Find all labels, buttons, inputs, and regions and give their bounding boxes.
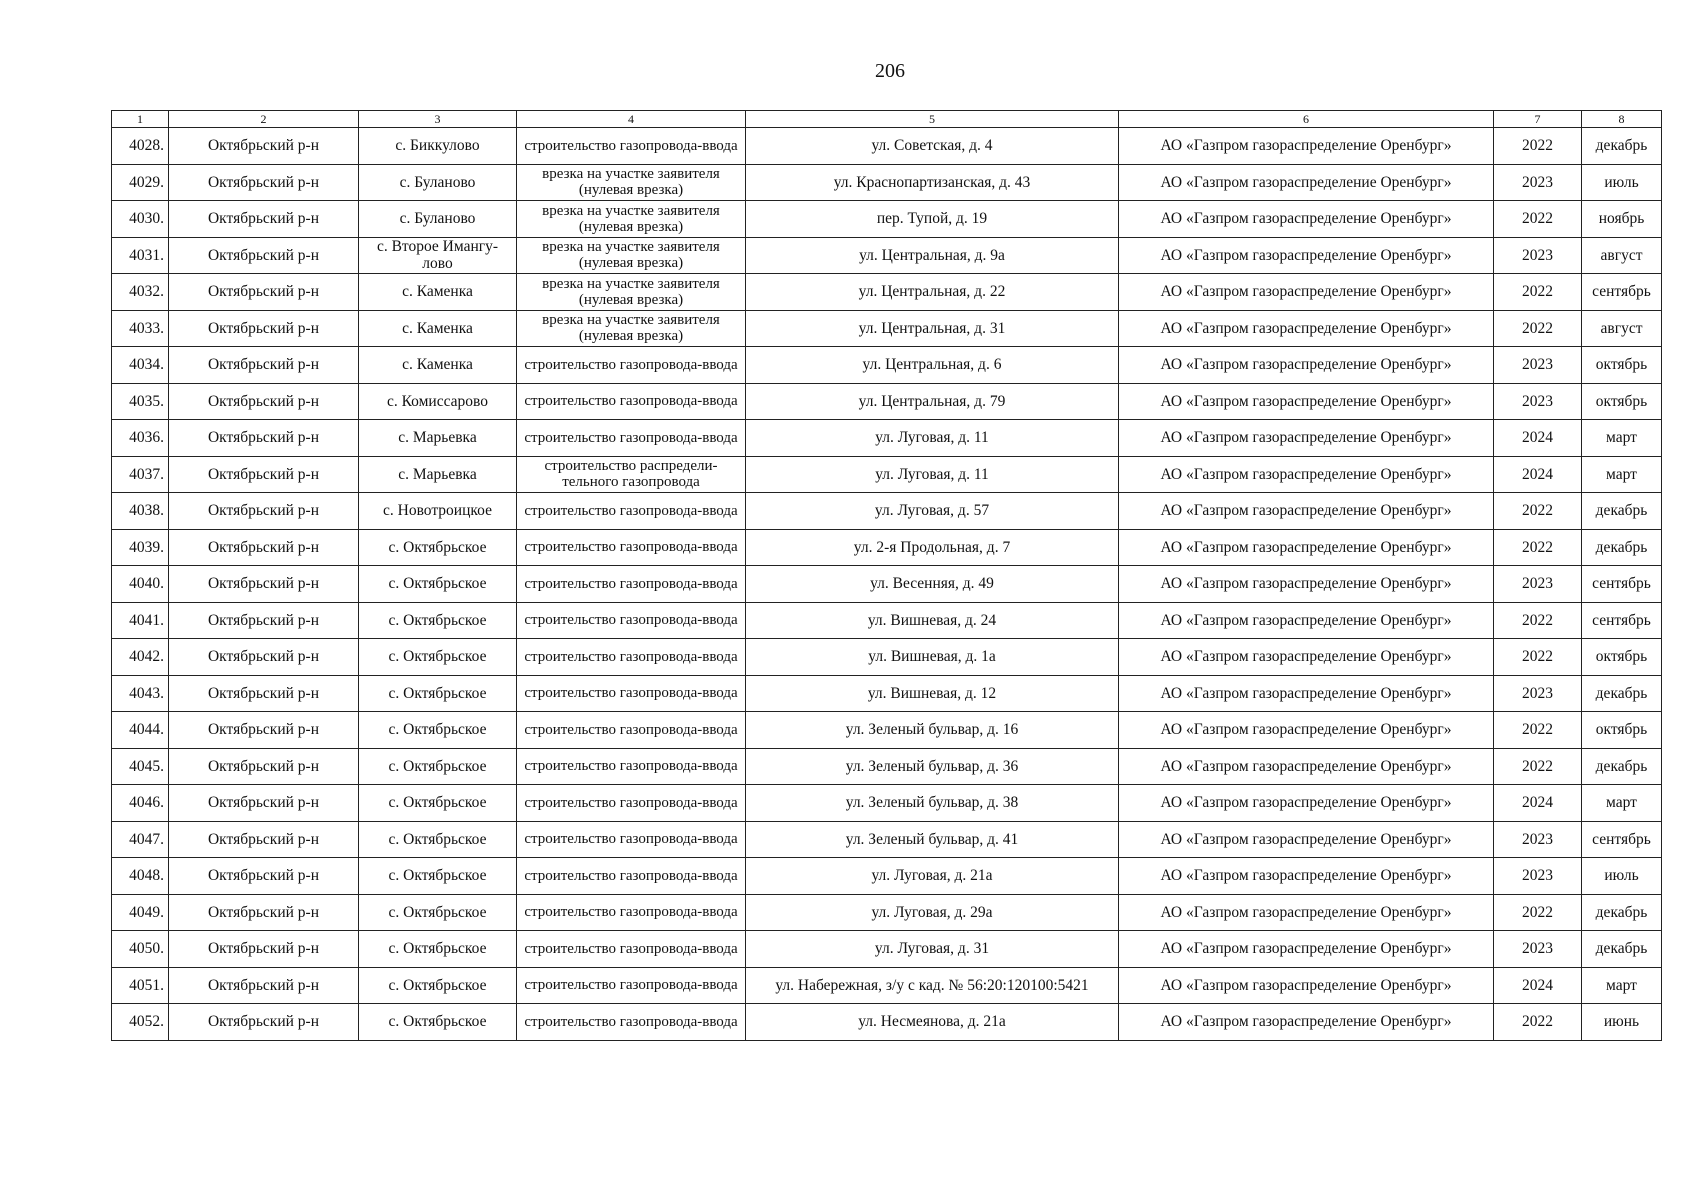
table-row xyxy=(112,128,1662,165)
district-cell: Октябрьский р-н xyxy=(169,712,359,749)
address-cell: ул. Весенняя, д. 49 xyxy=(746,566,1119,603)
year-cell: 2024 xyxy=(1494,420,1582,457)
row-number-cell: 4048. xyxy=(112,858,169,895)
month-cell: октябрь xyxy=(1582,347,1662,384)
organization-cell: АО «Газпром газораспределение Оренбург» xyxy=(1119,602,1494,639)
page-number: 206 xyxy=(875,60,905,82)
column-number-cell: 4 xyxy=(517,111,746,128)
address-cell: ул. Луговая, д. 11 xyxy=(746,456,1119,493)
year-cell: 2024 xyxy=(1494,456,1582,493)
organization-cell: АО «Газпром газораспределение Оренбург» xyxy=(1119,274,1494,311)
work-type-cell: строительство газопровода-ввода xyxy=(517,821,746,858)
settlement-cell: с. Октябрьское xyxy=(359,566,517,603)
organization-cell: АО «Газпром газораспределение Оренбург» xyxy=(1119,310,1494,347)
table-row xyxy=(112,347,1662,384)
address-cell: ул. Вишневая, д. 12 xyxy=(746,675,1119,712)
settlement-cell: с. Октябрьское xyxy=(359,931,517,968)
district-cell: Октябрьский р-н xyxy=(169,493,359,530)
month-cell: сентябрь xyxy=(1582,821,1662,858)
row-number-cell: 4036. xyxy=(112,420,169,457)
year-cell: 2022 xyxy=(1494,602,1582,639)
address-cell: ул. Луговая, д. 11 xyxy=(746,420,1119,457)
district-cell: Октябрьский р-н xyxy=(169,164,359,201)
organization-cell: АО «Газпром газораспределение Оренбург» xyxy=(1119,712,1494,749)
district-cell: Октябрьский р-н xyxy=(169,602,359,639)
table-row xyxy=(112,712,1662,749)
work-type-cell: строительство газопровода-ввода xyxy=(517,748,746,785)
month-cell: октябрь xyxy=(1582,639,1662,676)
month-cell: декабрь xyxy=(1582,529,1662,566)
work-type-cell: врезка на участке заявителя (нулевая врезка) xyxy=(517,164,746,201)
year-cell: 2022 xyxy=(1494,493,1582,530)
column-number-cell: 8 xyxy=(1582,111,1662,128)
settlement-cell: с. Буланово xyxy=(359,201,517,238)
month-cell: сентябрь xyxy=(1582,602,1662,639)
district-cell: Октябрьский р-н xyxy=(169,931,359,968)
month-cell: октябрь xyxy=(1582,383,1662,420)
row-number-cell: 4034. xyxy=(112,347,169,384)
settlement-cell: с. Каменка xyxy=(359,274,517,311)
organization-cell: АО «Газпром газораспределение Оренбург» xyxy=(1119,748,1494,785)
table-row xyxy=(112,201,1662,238)
work-type-cell: врезка на участке заявителя (нулевая врезка) xyxy=(517,274,746,311)
district-cell: Октябрьский р-н xyxy=(169,821,359,858)
organization-cell: АО «Газпром газораспределение Оренбург» xyxy=(1119,639,1494,676)
work-type-cell: строительство газопровода-ввода xyxy=(517,493,746,530)
month-cell: декабрь xyxy=(1582,128,1662,165)
year-cell: 2023 xyxy=(1494,237,1582,274)
work-type-cell: врезка на участке заявителя (нулевая врезка) xyxy=(517,201,746,238)
row-number-cell: 4045. xyxy=(112,748,169,785)
year-cell: 2024 xyxy=(1494,967,1582,1004)
year-cell: 2023 xyxy=(1494,383,1582,420)
settlement-cell: с. Новотроицкое xyxy=(359,493,517,530)
address-cell: ул. Зеленый бульвар, д. 36 xyxy=(746,748,1119,785)
organization-cell: АО «Газпром газораспределение Оренбург» xyxy=(1119,420,1494,457)
settlement-cell: с. Октябрьское xyxy=(359,967,517,1004)
district-cell: Октябрьский р-н xyxy=(169,456,359,493)
organization-cell: АО «Газпром газораспределение Оренбург» xyxy=(1119,347,1494,384)
address-cell: ул. Набережная, з/у с кад. № 56:20:120100:5421 xyxy=(746,967,1119,1004)
month-cell: март xyxy=(1582,967,1662,1004)
address-cell: ул. 2-я Продольная, д. 7 xyxy=(746,529,1119,566)
district-cell: Октябрьский р-н xyxy=(169,566,359,603)
year-cell: 2022 xyxy=(1494,274,1582,311)
address-cell: ул. Зеленый бульвар, д. 38 xyxy=(746,785,1119,822)
settlement-cell: с. Октябрьское xyxy=(359,529,517,566)
year-cell: 2023 xyxy=(1494,164,1582,201)
table-row xyxy=(112,1004,1662,1041)
row-number-cell: 4051. xyxy=(112,967,169,1004)
district-cell: Октябрьский р-н xyxy=(169,675,359,712)
year-cell: 2022 xyxy=(1494,310,1582,347)
table-row xyxy=(112,529,1662,566)
work-type-cell: строительство газопровода-ввода xyxy=(517,785,746,822)
year-cell: 2023 xyxy=(1494,931,1582,968)
district-cell: Октябрьский р-н xyxy=(169,858,359,895)
month-cell: декабрь xyxy=(1582,493,1662,530)
address-cell: ул. Советская, д. 4 xyxy=(746,128,1119,165)
row-number-cell: 4044. xyxy=(112,712,169,749)
work-type-cell: строительство газопровода-ввода xyxy=(517,858,746,895)
row-number-cell: 4052. xyxy=(112,1004,169,1041)
district-cell: Октябрьский р-н xyxy=(169,237,359,274)
table-row xyxy=(112,639,1662,676)
month-cell: август xyxy=(1582,237,1662,274)
month-cell: октябрь xyxy=(1582,712,1662,749)
address-cell: ул. Луговая, д. 29а xyxy=(746,894,1119,931)
organization-cell: АО «Газпром газораспределение Оренбург» xyxy=(1119,931,1494,968)
settlement-cell: с. Октябрьское xyxy=(359,1004,517,1041)
row-number-cell: 4033. xyxy=(112,310,169,347)
row-number-cell: 4046. xyxy=(112,785,169,822)
settlement-cell: с. Октябрьское xyxy=(359,785,517,822)
row-number-cell: 4028. xyxy=(112,128,169,165)
organization-cell: АО «Газпром газораспределение Оренбург» xyxy=(1119,164,1494,201)
month-cell: август xyxy=(1582,310,1662,347)
organization-cell: АО «Газпром газораспределение Оренбург» xyxy=(1119,821,1494,858)
table-row xyxy=(112,894,1662,931)
organization-cell: АО «Газпром газораспределение Оренбург» xyxy=(1119,858,1494,895)
settlement-cell: с. Октябрьское xyxy=(359,858,517,895)
organization-cell: АО «Газпром газораспределение Оренбург» xyxy=(1119,529,1494,566)
work-type-cell: строительство газопровода-ввода xyxy=(517,128,746,165)
table-row xyxy=(112,274,1662,311)
organization-cell: АО «Газпром газораспределение Оренбург» xyxy=(1119,201,1494,238)
row-number-cell: 4043. xyxy=(112,675,169,712)
organization-cell: АО «Газпром газораспределение Оренбург» xyxy=(1119,894,1494,931)
work-type-cell: строительство газопровода-ввода xyxy=(517,675,746,712)
district-cell: Октябрьский р-н xyxy=(169,420,359,457)
work-type-cell: строительство газопровода-ввода xyxy=(517,383,746,420)
address-cell: ул. Зеленый бульвар, д. 41 xyxy=(746,821,1119,858)
table-row xyxy=(112,821,1662,858)
address-cell: ул. Центральная, д. 31 xyxy=(746,310,1119,347)
district-cell: Октябрьский р-н xyxy=(169,310,359,347)
address-cell: ул. Вишневая, д. 24 xyxy=(746,602,1119,639)
settlement-cell: с. Буланово xyxy=(359,164,517,201)
row-number-cell: 4047. xyxy=(112,821,169,858)
year-cell: 2023 xyxy=(1494,858,1582,895)
district-cell: Октябрьский р-н xyxy=(169,1004,359,1041)
row-number-cell: 4038. xyxy=(112,493,169,530)
table-row xyxy=(112,493,1662,530)
organization-cell: АО «Газпром газораспределение Оренбург» xyxy=(1119,383,1494,420)
month-cell: март xyxy=(1582,456,1662,493)
table-row xyxy=(112,748,1662,785)
work-type-cell: строительство газопровода-ввода xyxy=(517,639,746,676)
settlement-cell: с. Марьевка xyxy=(359,420,517,457)
district-cell: Октябрьский р-н xyxy=(169,748,359,785)
year-cell: 2023 xyxy=(1494,675,1582,712)
organization-cell: АО «Газпром газораспределение Оренбург» xyxy=(1119,675,1494,712)
address-cell: ул. Центральная, д. 6 xyxy=(746,347,1119,384)
district-cell: Октябрьский р-н xyxy=(169,639,359,676)
table-row xyxy=(112,237,1662,274)
work-type-cell: строительство газопровода-ввода xyxy=(517,566,746,603)
settlement-cell: с. Второе Имангу-лово xyxy=(359,237,517,274)
column-number-row xyxy=(112,111,1662,128)
organization-cell: АО «Газпром газораспределение Оренбург» xyxy=(1119,967,1494,1004)
month-cell: июль xyxy=(1582,164,1662,201)
month-cell: декабрь xyxy=(1582,931,1662,968)
organization-cell: АО «Газпром газораспределение Оренбург» xyxy=(1119,237,1494,274)
table-row xyxy=(112,675,1662,712)
column-number-cell: 6 xyxy=(1119,111,1494,128)
work-type-cell: строительство газопровода-ввода xyxy=(517,712,746,749)
work-type-cell: строительство распредели-тельного газопровода xyxy=(517,456,746,493)
year-cell: 2022 xyxy=(1494,639,1582,676)
organization-cell: АО «Газпром газораспределение Оренбург» xyxy=(1119,493,1494,530)
row-number-cell: 4031. xyxy=(112,237,169,274)
table-row xyxy=(112,602,1662,639)
settlement-cell: с. Октябрьское xyxy=(359,602,517,639)
table-row xyxy=(112,967,1662,1004)
month-cell: декабрь xyxy=(1582,894,1662,931)
column-number-cell: 1 xyxy=(112,111,169,128)
organization-cell: АО «Газпром газораспределение Оренбург» xyxy=(1119,128,1494,165)
year-cell: 2022 xyxy=(1494,529,1582,566)
month-cell: июнь xyxy=(1582,1004,1662,1041)
row-number-cell: 4042. xyxy=(112,639,169,676)
year-cell: 2023 xyxy=(1494,821,1582,858)
district-cell: Октябрьский р-н xyxy=(169,274,359,311)
month-cell: сентябрь xyxy=(1582,274,1662,311)
district-cell: Октябрьский р-н xyxy=(169,347,359,384)
address-cell: ул. Центральная, д. 22 xyxy=(746,274,1119,311)
address-cell: ул. Вишневая, д. 1а xyxy=(746,639,1119,676)
row-number-cell: 4030. xyxy=(112,201,169,238)
work-type-cell: строительство газопровода-ввода xyxy=(517,894,746,931)
work-type-cell: врезка на участке заявителя (нулевая врезка) xyxy=(517,237,746,274)
address-cell: ул. Луговая, д. 57 xyxy=(746,493,1119,530)
address-cell: ул. Краснопартизанская, д. 43 xyxy=(746,164,1119,201)
table-row xyxy=(112,310,1662,347)
address-cell: ул. Зеленый бульвар, д. 16 xyxy=(746,712,1119,749)
district-cell: Октябрьский р-н xyxy=(169,894,359,931)
year-cell: 2022 xyxy=(1494,894,1582,931)
work-type-cell: строительство газопровода-ввода xyxy=(517,602,746,639)
settlement-cell: с. Каменка xyxy=(359,310,517,347)
data-table xyxy=(111,110,1662,1041)
address-cell: ул. Центральная, д. 9а xyxy=(746,237,1119,274)
organization-cell: АО «Газпром газораспределение Оренбург» xyxy=(1119,456,1494,493)
work-type-cell: врезка на участке заявителя (нулевая врезка) xyxy=(517,310,746,347)
work-type-cell: строительство газопровода-ввода xyxy=(517,931,746,968)
address-cell: ул. Центральная, д. 79 xyxy=(746,383,1119,420)
table-row xyxy=(112,931,1662,968)
row-number-cell: 4035. xyxy=(112,383,169,420)
row-number-cell: 4041. xyxy=(112,602,169,639)
settlement-cell: с. Каменка xyxy=(359,347,517,384)
column-number-cell: 2 xyxy=(169,111,359,128)
address-cell: ул. Луговая, д. 31 xyxy=(746,931,1119,968)
year-cell: 2024 xyxy=(1494,785,1582,822)
column-number-cell: 3 xyxy=(359,111,517,128)
row-number-cell: 4040. xyxy=(112,566,169,603)
table-row xyxy=(112,566,1662,603)
work-type-cell: строительство газопровода-ввода xyxy=(517,1004,746,1041)
settlement-cell: с. Октябрьское xyxy=(359,712,517,749)
year-cell: 2022 xyxy=(1494,1004,1582,1041)
year-cell: 2022 xyxy=(1494,712,1582,749)
district-cell: Октябрьский р-н xyxy=(169,128,359,165)
district-cell: Октябрьский р-н xyxy=(169,785,359,822)
column-number-cell: 7 xyxy=(1494,111,1582,128)
year-cell: 2023 xyxy=(1494,566,1582,603)
table-row xyxy=(112,456,1662,493)
row-number-cell: 4039. xyxy=(112,529,169,566)
work-type-cell: строительство газопровода-ввода xyxy=(517,347,746,384)
table-row xyxy=(112,420,1662,457)
district-cell: Октябрьский р-н xyxy=(169,967,359,1004)
settlement-cell: с. Марьевка xyxy=(359,456,517,493)
year-cell: 2023 xyxy=(1494,347,1582,384)
organization-cell: АО «Газпром газораспределение Оренбург» xyxy=(1119,1004,1494,1041)
row-number-cell: 4032. xyxy=(112,274,169,311)
month-cell: декабрь xyxy=(1582,748,1662,785)
row-number-cell: 4049. xyxy=(112,894,169,931)
table-row xyxy=(112,164,1662,201)
month-cell: ноябрь xyxy=(1582,201,1662,238)
year-cell: 2022 xyxy=(1494,201,1582,238)
month-cell: март xyxy=(1582,785,1662,822)
settlement-cell: с. Биккулово xyxy=(359,128,517,165)
row-number-cell: 4037. xyxy=(112,456,169,493)
settlement-cell: с. Октябрьское xyxy=(359,748,517,785)
work-type-cell: строительство газопровода-ввода xyxy=(517,420,746,457)
district-cell: Октябрьский р-н xyxy=(169,201,359,238)
work-type-cell: строительство газопровода-ввода xyxy=(517,967,746,1004)
table-row xyxy=(112,785,1662,822)
year-cell: 2022 xyxy=(1494,748,1582,785)
row-number-cell: 4029. xyxy=(112,164,169,201)
settlement-cell: с. Октябрьское xyxy=(359,821,517,858)
settlement-cell: с. Октябрьское xyxy=(359,894,517,931)
table-row xyxy=(112,858,1662,895)
organization-cell: АО «Газпром газораспределение Оренбург» xyxy=(1119,785,1494,822)
settlement-cell: с. Комиссарово xyxy=(359,383,517,420)
column-number-cell: 5 xyxy=(746,111,1119,128)
row-number-cell: 4050. xyxy=(112,931,169,968)
address-cell: ул. Луговая, д. 21а xyxy=(746,858,1119,895)
address-cell: ул. Несмеянова, д. 21а xyxy=(746,1004,1119,1041)
month-cell: июль xyxy=(1582,858,1662,895)
month-cell: сентябрь xyxy=(1582,566,1662,603)
address-cell: пер. Тупой, д. 19 xyxy=(746,201,1119,238)
year-cell: 2022 xyxy=(1494,128,1582,165)
month-cell: март xyxy=(1582,420,1662,457)
settlement-cell: с. Октябрьское xyxy=(359,639,517,676)
district-cell: Октябрьский р-н xyxy=(169,529,359,566)
district-cell: Октябрьский р-н xyxy=(169,383,359,420)
settlement-cell: с. Октябрьское xyxy=(359,675,517,712)
organization-cell: АО «Газпром газораспределение Оренбург» xyxy=(1119,566,1494,603)
table-row xyxy=(112,383,1662,420)
month-cell: декабрь xyxy=(1582,675,1662,712)
work-type-cell: строительство газопровода-ввода xyxy=(517,529,746,566)
